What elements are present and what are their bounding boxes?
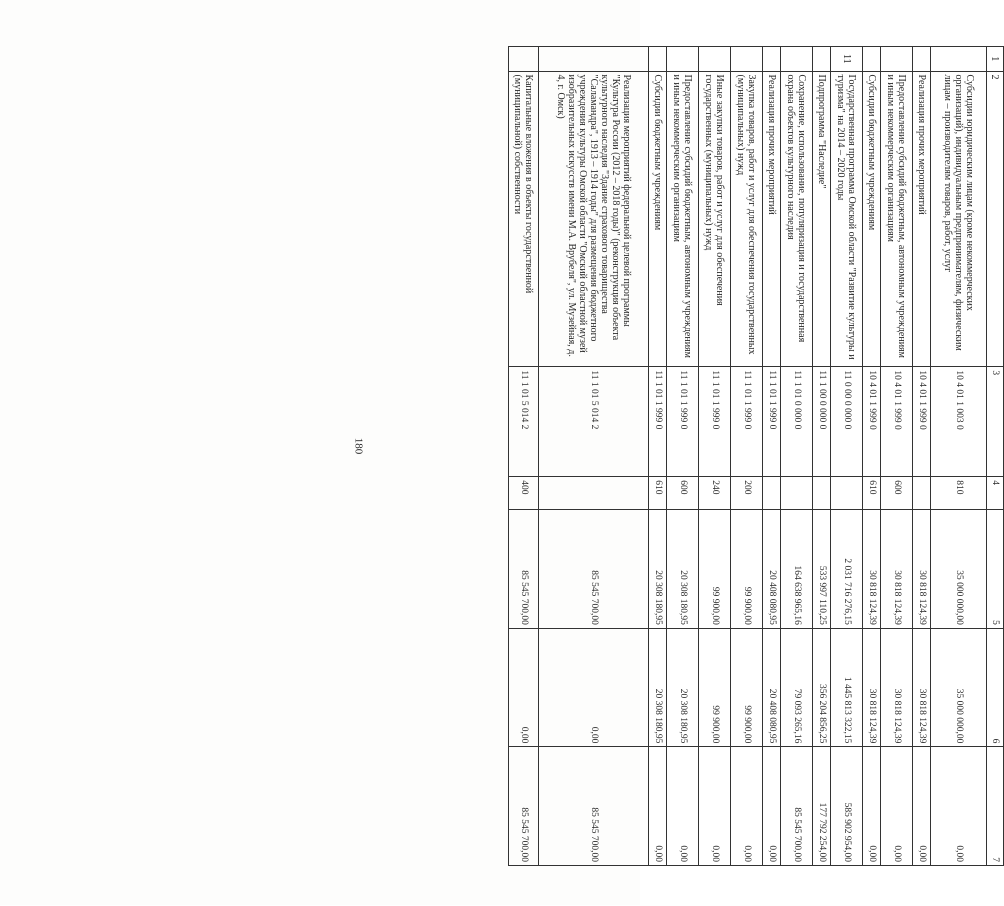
- cell-name: Закупка товаров, работ и услуг для обеспечения государственных (муниципальных) нужд: [731, 71, 763, 367]
- cell-v7: 0,00: [931, 747, 987, 866]
- cell-kvr: [831, 477, 863, 510]
- header-cell-5: 5: [987, 510, 1004, 629]
- cell-kvr: 810: [931, 477, 987, 510]
- cell-name: Субсидии бюджетным учреждениям: [649, 71, 667, 367]
- cell-v6: 20 308 180,95: [667, 628, 699, 747]
- cell-num: [863, 47, 881, 72]
- cell-v5: 20 308 180,95: [649, 510, 667, 629]
- table-row: [539, 47, 649, 866]
- cell-code: 10 4 01 1 999 0: [863, 367, 881, 477]
- cell-num: 11: [831, 47, 863, 72]
- cell-kvr: [763, 477, 781, 510]
- cell-v7: 0,00: [913, 747, 931, 866]
- cell-kvr: 610: [649, 477, 667, 510]
- cell-v5: 85 545 700,00: [509, 510, 539, 629]
- table-row: [831, 47, 863, 866]
- cell-v6: 0,00: [509, 628, 539, 747]
- cell-v7: 0,00: [881, 747, 913, 866]
- cell-v7: 0,00: [667, 747, 699, 866]
- cell-num: [731, 47, 763, 72]
- cell-code: 11 1 01 1 999 0: [731, 367, 763, 477]
- table-row: [699, 47, 731, 866]
- cell-kvr: [813, 477, 831, 510]
- cell-v5: 533 997 110,25: [813, 510, 831, 629]
- cell-v6: 99 900,00: [731, 628, 763, 747]
- cell-code: 11 1 01 1 999 0: [763, 367, 781, 477]
- cell-kvr: 610: [863, 477, 881, 510]
- cell-v6: 79 093 265,16: [781, 628, 813, 747]
- table-row: [509, 47, 539, 866]
- cell-kvr: 600: [881, 477, 913, 510]
- cell-kvr: [913, 477, 931, 510]
- cell-v7: 0,00: [763, 747, 781, 866]
- cell-code: 11 1 01 1 999 0: [699, 367, 731, 477]
- cell-v5: 30 818 124,39: [913, 510, 931, 629]
- cell-v6: 0,00: [539, 628, 649, 747]
- table-row: [763, 47, 781, 866]
- cell-name: Иные закупки товаров, работ и услуг для обеспечения государственных (муниципальных) нужд: [699, 71, 731, 367]
- cell-name: Реализация мероприятий федеральной целевой программы "Культура России (2012 – 2018 годы)" (реконструкция объекта культурного наследия "Здание страхового товарищества "Саламандра", 1913 – 1914 годы" для размещения бюджетного учреждения культуры Омской области "Омский областной музей изобразительных искусств имени М.А. Врубеля", ул. Музейная, д. 4, г. Омск): [539, 71, 649, 367]
- cell-name: Субсидии бюджетным учреждениям: [863, 71, 881, 367]
- table-row: [813, 47, 831, 866]
- cell-num: [931, 47, 987, 72]
- cell-kvr: [781, 477, 813, 510]
- cell-num: [881, 47, 913, 72]
- cell-v6: 1 445 813 322,15: [831, 628, 863, 747]
- cell-num: [699, 47, 731, 72]
- cell-v6: 30 818 124,39: [913, 628, 931, 747]
- cell-v6: 30 818 124,39: [863, 628, 881, 747]
- table-row: [913, 47, 931, 866]
- cell-kvr: 200: [731, 477, 763, 510]
- cell-v5: 20 408 080,95: [763, 510, 781, 629]
- header-cell-6: 6: [987, 628, 1004, 747]
- budget-table-container: [512, 46, 1004, 906]
- cell-v6: 356 204 856,25: [813, 628, 831, 747]
- cell-v7: 0,00: [863, 747, 881, 866]
- cell-v5: 2 031 716 276,15: [831, 510, 863, 629]
- cell-v5: 164 638 965,16: [781, 510, 813, 629]
- cell-code: 10 4 01 1 003 0: [931, 367, 987, 477]
- cell-code: 11 0 00 0 000 0: [831, 367, 863, 477]
- table-row: [649, 47, 667, 866]
- cell-v5: 85 545 700,00: [539, 510, 649, 629]
- cell-v6: 20 308 180,95: [649, 628, 667, 747]
- cell-name: Предоставление субсидий бюджетным, автономным учреждениям и иным некоммерческим организациям: [667, 71, 699, 367]
- header-cell-3: 3: [987, 367, 1004, 477]
- cell-num: [763, 47, 781, 72]
- budget-table: [508, 46, 1004, 866]
- cell-num: [509, 47, 539, 72]
- cell-num: [813, 47, 831, 72]
- cell-num: [667, 47, 699, 72]
- cell-name: Предоставление субсидий бюджетным, автономным учреждениям и иным некоммерческим организациям: [881, 71, 913, 367]
- table-row: [731, 47, 763, 866]
- cell-kvr: 400: [509, 477, 539, 510]
- header-cell-4: 4: [987, 477, 1004, 510]
- cell-name: Субсидии юридическим лицам (кроме некоммерческих организаций), индивидуальным предпринимателям, физическим лицам – производителям товаров, работ, услуг: [931, 71, 987, 367]
- cell-kvr: 600: [667, 477, 699, 510]
- cell-code: 11 1 01 0 000 0: [781, 367, 813, 477]
- cell-name: Реализация прочих мероприятий: [763, 71, 781, 367]
- cell-v7: 85 545 700,00: [509, 747, 539, 866]
- cell-v5: 35 000 000,00: [931, 510, 987, 629]
- page-number: 180: [352, 437, 365, 455]
- table-row: [781, 47, 813, 866]
- cell-name: Сохранение, использование, популяризация и государственная охрана объектов культурного наследия: [781, 71, 813, 367]
- table-row: [931, 47, 987, 866]
- cell-num: [913, 47, 931, 72]
- cell-num: [781, 47, 813, 72]
- cell-v6: 35 000 000,00: [931, 628, 987, 747]
- cell-v7: 0,00: [699, 747, 731, 866]
- cell-name: Реализация прочих мероприятий: [913, 71, 931, 367]
- cell-kvr: [539, 477, 649, 510]
- table-row: [863, 47, 881, 866]
- cell-v5: 99 900,00: [699, 510, 731, 629]
- cell-v7: 85 545 700,00: [539, 747, 649, 866]
- cell-code: 11 1 01 5 014 2: [539, 367, 649, 477]
- header-row: [987, 47, 1004, 866]
- cell-v6: 30 818 124,39: [881, 628, 913, 747]
- table-row: [881, 47, 913, 866]
- cell-v7: 0,00: [731, 747, 763, 866]
- cell-name: Государственная программа Омской области "Развитие культуры и туризма" на 2014 – 2020 годы: [831, 71, 863, 367]
- cell-code: 11 1 01 1 999 0: [667, 367, 699, 477]
- cell-v7: 85 545 700,00: [781, 747, 813, 866]
- cell-v7: 177 792 254,00: [813, 747, 831, 866]
- cell-v6: 99 900,00: [699, 628, 731, 747]
- cell-num: [539, 47, 649, 72]
- cell-name: Подпрограмма "Наследие": [813, 71, 831, 367]
- cell-code: 11 1 00 0 000 0: [813, 367, 831, 477]
- cell-v7: 585 902 954,00: [831, 747, 863, 866]
- table-row: [667, 47, 699, 866]
- header-cell-7: 7: [987, 747, 1004, 866]
- cell-v5: 30 818 124,39: [881, 510, 913, 629]
- cell-name: Капитальные вложения в объекты государственной (муниципальной) собственности: [509, 71, 539, 367]
- cell-num: [649, 47, 667, 72]
- cell-code: 10 4 01 1 999 0: [881, 367, 913, 477]
- cell-v5: 20 308 180,95: [667, 510, 699, 629]
- header-cell-2: 2: [987, 71, 1004, 367]
- cell-code: 11 1 01 1 999 0: [649, 367, 667, 477]
- header-cell-1: 1: [987, 47, 1004, 72]
- cell-kvr: 240: [699, 477, 731, 510]
- cell-code: 11 1 01 5 014 2: [509, 367, 539, 477]
- cell-code: 10 4 01 1 999 0: [913, 367, 931, 477]
- cell-v5: 30 818 124,39: [863, 510, 881, 629]
- cell-v5: 99 900,00: [731, 510, 763, 629]
- cell-v6: 20 408 080,95: [763, 628, 781, 747]
- cell-v7: 0,00: [649, 747, 667, 866]
